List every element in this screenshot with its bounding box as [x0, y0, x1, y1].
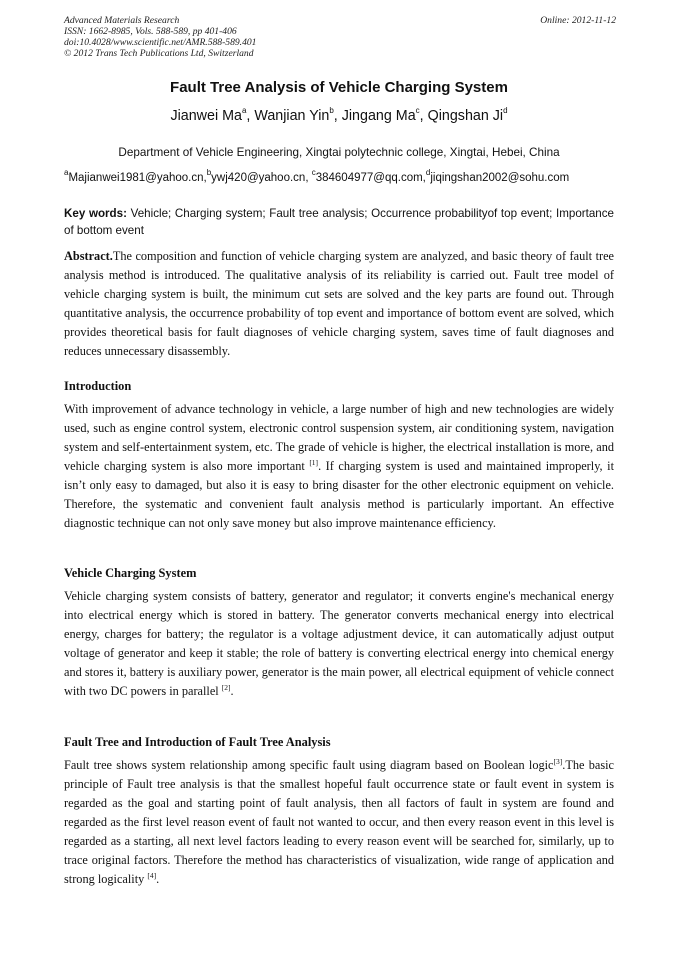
- email-mark: b: [206, 168, 212, 178]
- author: [428, 108, 508, 124]
- email-address[interactable]: 384604977@qq.com,: [315, 172, 426, 184]
- abstract-text: The composition and function of vehicle charging system are analyzed, and basic theory of fault tree analysis method is introduced. The qualitative analysis of its reliability is carried out. Fault tree model of vehicle charging system is built, the minimum cut sets are solved and the key parts are found out. Through quantitative analysis, the occurrence probability of top event and importance of bottom event are solved, which provides theoretical basis for fault diagnoses of vehicle charging system, saves time of fault diagnoses and reduces unnecessary disassembly.: [64, 249, 614, 358]
- journal-header: [64, 15, 616, 59]
- author-list: [64, 106, 614, 126]
- author-name: Qingshan Ji: [427, 108, 504, 124]
- author-name: Jianwei Ma: [170, 108, 242, 124]
- keywords-label: Key words:: [64, 207, 127, 220]
- section-body-fault-tree: Fault tree shows system relationship among specific fault using diagram based on Boolean logic[3].The basic principle of Fault tree analysis is that the smallest hopeful fault occurrence state or fault event in system is regarded as the goal and starting point of fault analysis, then all factors of fault in system are found and regarded as the first level reason event of fault not wanted to occur, and then every reason event in this level is regarded as a starting, all next level factors leading to every reason event will be searched for, similarly, up to trace original factors. Therefore the method has characteristics of visualization, wide range of application and strong logicality [4].: [64, 756, 614, 886]
- doi-line: doi:10.4028/www.scientific.net/AMR.588-589.401: [64, 37, 257, 48]
- email-address[interactable]: jiqingshan2002@sohu.com: [430, 172, 570, 184]
- author-name: Wanjian Yin: [254, 108, 330, 124]
- author: Jianwei Ma$^a$,: [170, 106, 255, 124]
- email-mark: a: [64, 168, 69, 178]
- keywords-text: Vehicle; Charging system; Fault tree analysis; Occurrence probabilityof top event; Importance of bottom event: [64, 207, 614, 237]
- author: Jingang Ma$^c$,: [341, 106, 428, 124]
- citation-ref[interactable]: [1]: [309, 457, 319, 467]
- email[interactable]: [206, 168, 312, 184]
- author-mark: c: [415, 106, 420, 116]
- paper-title: Fault Tree Analysis of Vehicle Charging System: [170, 79, 508, 96]
- author-mark: d: [503, 106, 508, 116]
- copyright-line: © 2012 Trans Tech Publications Ltd, Switzerland: [64, 48, 254, 59]
- section-heading-introduction: Introduction: [64, 379, 132, 393]
- author-mark: a: [241, 106, 247, 116]
- abstract: [64, 247, 614, 361]
- email-address[interactable]: ywj420@yahoo.cn,: [211, 172, 312, 184]
- online-date: Online: 2012-11-12: [540, 15, 616, 26]
- author-name: Jingang Ma: [341, 108, 416, 124]
- affiliation: Department of Vehicle Engineering, Xingtai polytechnic college, Xingtai, Hebei, China: [118, 146, 560, 159]
- abstract-label: Abstract.: [64, 249, 113, 263]
- section-heading-vehicle-charging-system: Vehicle Charging System: [64, 566, 197, 580]
- email[interactable]: [64, 168, 207, 184]
- email[interactable]: [425, 168, 570, 184]
- section-body-vehicle-charging-system: Vehicle charging system consists of battery, generator and regulator; it converts engine's mechanical energy into electrical energy which is stored in battery. The generator converts mechanical energy into electrical energy, charges for battery; the regulator is a voltage adjustment device, it can automatically adjust output voltage of generator and keep it stable; the role of battery is converting electrical energy into chemical energy and stores it, battery is auxiliary power, generator is the main power, all electrical equipment of vehicle connect with two DC powers in parallel [2].: [64, 589, 614, 698]
- section-heading-fault-tree: Fault Tree and Introduction of Fault Tree Analysis: [64, 735, 331, 749]
- citation-ref[interactable]: [4]: [147, 870, 157, 880]
- author: Wanjian Yin$^b$,: [254, 106, 342, 124]
- author-mark: b: [329, 106, 334, 116]
- email[interactable]: [311, 168, 426, 184]
- issn-line: ISSN: 1662-8985, Vols. 588-589, pp 401-406: [64, 26, 237, 37]
- author-emails: [64, 170, 616, 186]
- email-address[interactable]: Majianwei1981@yahoo.cn,: [68, 172, 207, 184]
- keywords: [64, 205, 614, 239]
- email-mark: d: [425, 168, 431, 178]
- section-body-introduction: With improvement of advance technology in vehicle, a large number of high and new technologies are widely used, such as engine control system, electronic control suspension system, air conditioning system, navigation system and self-entertainment system, etc. The grade of vehicle is higher, the electrical installation is more, and vehicle charging system is also more important [1]. If charging system is used and maintained improperly, it isn’t only easy to damaged, but also it is easy to bring disaster for the other electronic equipment on vehicle. Therefore, the systematic and convenient fault analysis method is particularly important. An effective diagnostic technique can not only save money but also improve maintenance efficiency.: [64, 402, 614, 530]
- citation-ref[interactable]: [3]: [553, 756, 563, 766]
- email-mark: c: [311, 168, 316, 178]
- citation-ref[interactable]: [2]: [221, 682, 231, 692]
- journal-name: Advanced Materials Research: [64, 15, 180, 26]
